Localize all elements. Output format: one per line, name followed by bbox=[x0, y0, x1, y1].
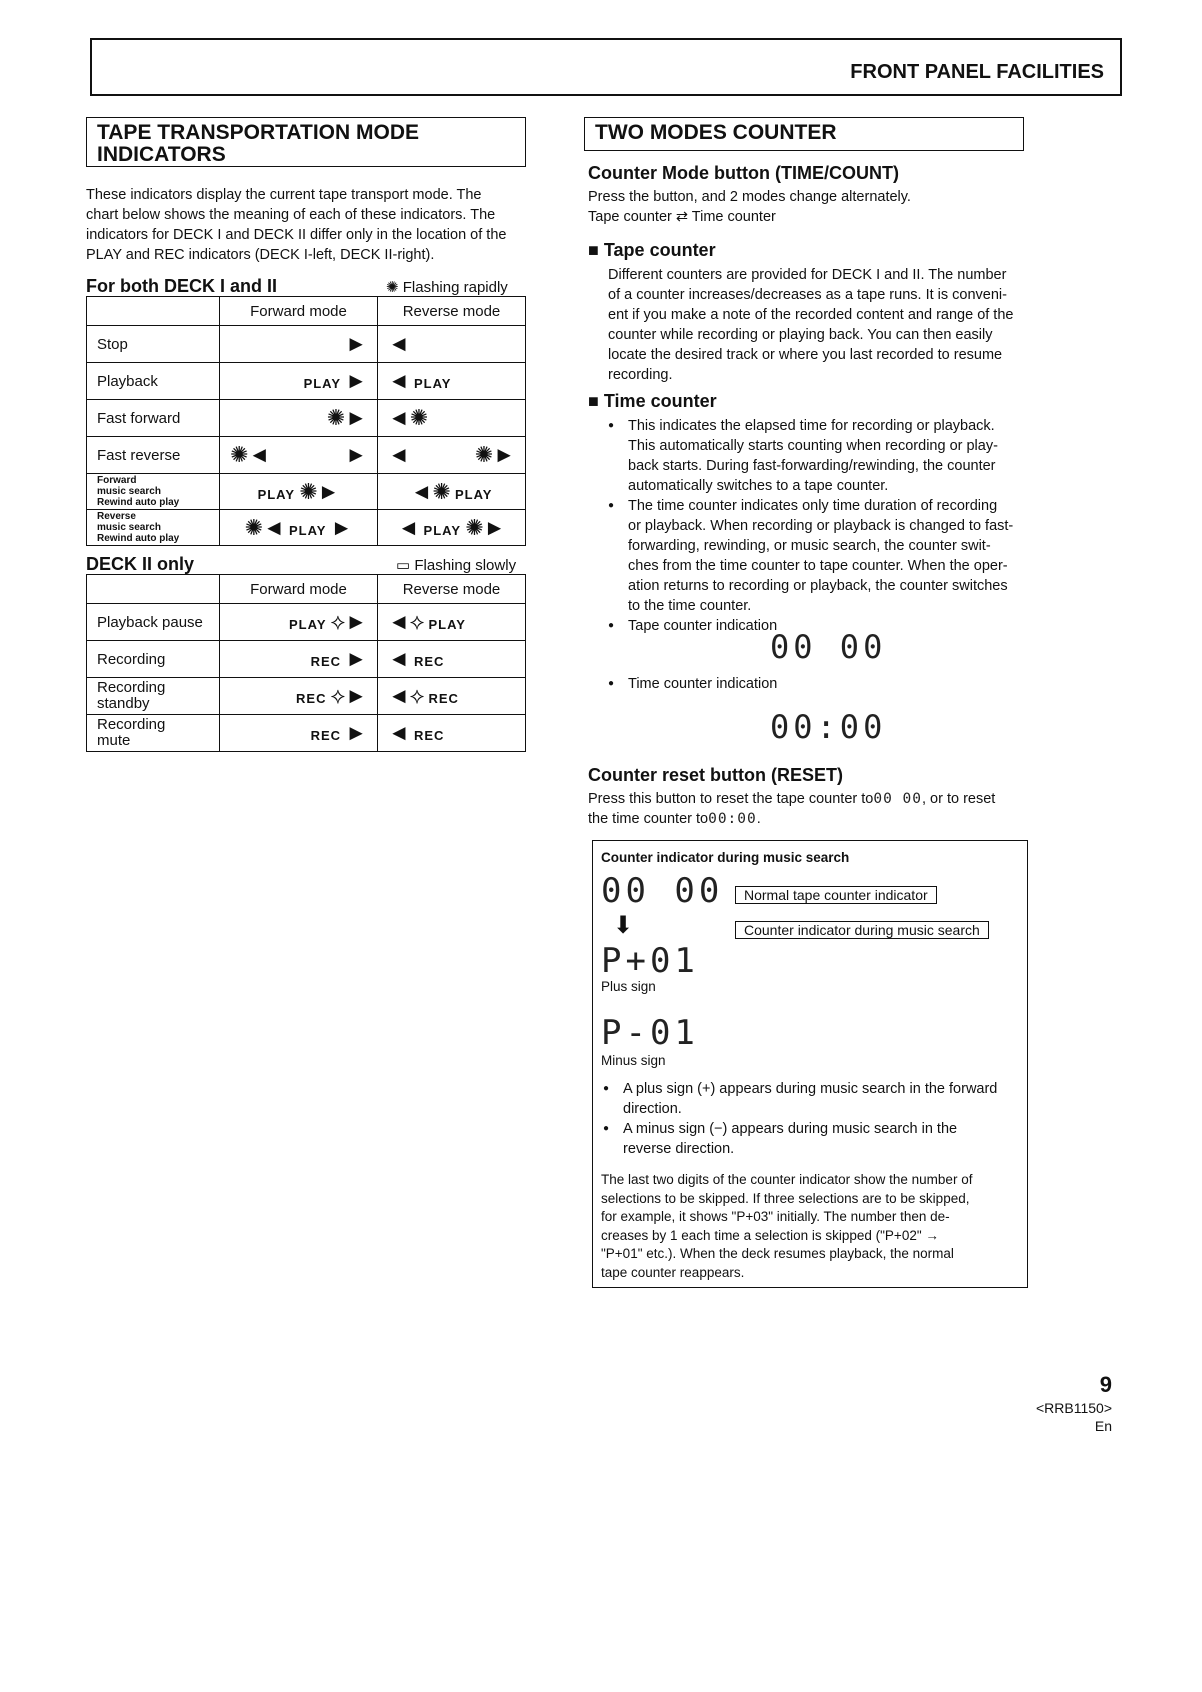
label-line: Rewind auto play bbox=[97, 533, 180, 544]
flashing-forward-arrow-icon: ✺► bbox=[326, 405, 367, 430]
row-label-fast-forward: Fast forward bbox=[87, 400, 220, 437]
list-item bbox=[606, 496, 1028, 616]
ff-forward-cell bbox=[220, 400, 378, 437]
reverse-arrow-icon: ◄ bbox=[388, 442, 410, 467]
rec-indicator: REC bbox=[428, 691, 459, 706]
search-bullets bbox=[601, 1079, 1021, 1159]
list-item bbox=[601, 1079, 1021, 1119]
rec-indicator: REC bbox=[413, 654, 445, 669]
text-line: ● Tape counter indication bbox=[628, 618, 778, 634]
counter-mode-heading: Counter Mode button (TIME/COUNT) bbox=[588, 163, 899, 183]
label-line: music search bbox=[97, 486, 161, 497]
fr-reverse-cell bbox=[378, 437, 526, 474]
row-label-recording-standby bbox=[87, 678, 220, 715]
text-line: The last two digits of the counter indicator show the number of bbox=[601, 1172, 973, 1187]
text-line: ● This indicates the elapsed time for recording or playback. bbox=[628, 418, 995, 434]
flash-rapid-icon: ✺ bbox=[386, 279, 399, 296]
table-corner bbox=[87, 297, 220, 326]
text-line: Tape counter ⇄ Time counter bbox=[588, 209, 776, 225]
intro-line: These indicators display the current tape transport mode. The bbox=[86, 187, 482, 203]
text-line: ation returns to recording or playback, the counter switches bbox=[628, 578, 1008, 594]
deck2-heading: DECK II only bbox=[86, 554, 195, 574]
flash-rapid-label: Flashing rapidly bbox=[402, 279, 508, 296]
text-line: reverse direction. bbox=[623, 1141, 735, 1157]
time-counter-bullets bbox=[606, 416, 1028, 636]
flashing-forward-arrow-icon: ✺► bbox=[474, 442, 515, 467]
text-segment: , or to reset bbox=[922, 791, 996, 807]
heading-text: Time counter bbox=[603, 391, 717, 411]
flashing-play-indicator: PLAY bbox=[288, 522, 327, 538]
flash-slow-icon: ▭ bbox=[396, 557, 411, 574]
flashing-rec-indicator: REC bbox=[310, 728, 342, 743]
tape-counter-heading bbox=[588, 240, 716, 261]
inline-time-display: 00:00 bbox=[708, 811, 757, 827]
plus-counter-display: P+01 bbox=[601, 941, 699, 981]
list-item bbox=[606, 416, 1028, 496]
label-line: standby bbox=[97, 695, 150, 712]
normal-counter-label: Normal tape counter indicator bbox=[735, 886, 937, 904]
text-line: of a counter increases/decreases as a tape runs. It is conveni- bbox=[608, 287, 1007, 303]
table-both-decks bbox=[86, 296, 526, 546]
row-label-reverse-music-search bbox=[87, 510, 220, 546]
flashing-play-indicator: PLAY bbox=[257, 486, 296, 502]
plus-sign-label: Plus sign bbox=[601, 979, 656, 994]
row-label-forward-music-search bbox=[87, 474, 220, 510]
rms-reverse-cell bbox=[378, 510, 526, 546]
reverse-arrow-icon: ◄ bbox=[388, 331, 410, 356]
reset-text-line bbox=[588, 809, 1028, 829]
minus-counter-display: P-01 bbox=[601, 1013, 699, 1053]
time-display-bullet bbox=[606, 674, 1028, 694]
col-reverse-mode: Reverse mode bbox=[378, 297, 526, 326]
label-line: Reverse bbox=[97, 511, 136, 522]
rec-indicator: REC bbox=[296, 691, 327, 706]
text-segment: the time counter to bbox=[588, 811, 709, 827]
flashing-reverse-arrow-icon: ◄✺ bbox=[388, 405, 429, 430]
text-line: ● The time counter indicates only time duration of recording bbox=[628, 498, 998, 514]
forward-arrow-icon: ► bbox=[345, 331, 367, 356]
col-forward-mode: Forward mode bbox=[220, 575, 378, 604]
flash-rapid-legend bbox=[386, 278, 508, 296]
text-line: recording. bbox=[608, 367, 673, 383]
rec-forward-cell bbox=[220, 641, 378, 678]
text-line: tape counter reappears. bbox=[601, 1264, 745, 1280]
text-line: ● A plus sign (+) appears during music search in the forward bbox=[623, 1081, 998, 1097]
inline-tape-display: 00 00 bbox=[873, 791, 922, 807]
language-code: En bbox=[1094, 1418, 1112, 1434]
standby-reverse-cell bbox=[378, 678, 526, 715]
ff-reverse-cell bbox=[378, 400, 526, 437]
text-line: Press the button, and 2 modes change alternately. bbox=[588, 189, 911, 205]
header-box bbox=[90, 38, 1122, 96]
intro-line: chart below shows the meaning of each of these indicators. The bbox=[86, 207, 496, 223]
document-code: <RRB1150> bbox=[1035, 1400, 1112, 1416]
text-line: counter while recording or playing back. You can then easily bbox=[608, 327, 993, 343]
stop-forward-cell bbox=[220, 326, 378, 363]
mute-reverse-cell bbox=[378, 715, 526, 752]
reset-heading: Counter reset button (RESET) bbox=[588, 765, 843, 785]
flashing-play-indicator: PLAY bbox=[454, 486, 493, 502]
fms-forward-cell bbox=[220, 474, 378, 510]
fr-forward-cell bbox=[220, 437, 378, 474]
label-line: music search bbox=[97, 522, 161, 533]
reset-text-line bbox=[588, 789, 1028, 809]
text-line: direction. bbox=[623, 1101, 682, 1117]
reverse-arrow-icon: ◄ bbox=[388, 646, 410, 671]
text-line: Different counters are provided for DECK I and II. The number bbox=[608, 267, 1007, 283]
page-header-title: FRONT PANEL FACILITIES bbox=[850, 61, 1104, 83]
flashing-play-indicator: PLAY bbox=[423, 522, 462, 538]
play-indicator: PLAY bbox=[303, 376, 342, 391]
pause-forward-cell bbox=[220, 604, 378, 641]
text-line: ● A minus sign (−) appears during music search in the bbox=[623, 1121, 958, 1137]
slow-flashing-forward-arrow-icon: ⟡► bbox=[330, 683, 367, 708]
minus-sign-label: Minus sign bbox=[601, 1053, 666, 1068]
play-indicator: PLAY bbox=[428, 617, 466, 632]
table-corner bbox=[87, 575, 220, 604]
col-forward-mode: Forward mode bbox=[220, 297, 378, 326]
text-line: back starts. During fast-forwarding/rewinding, the counter bbox=[628, 458, 996, 474]
down-arrow-icon: ⬇ bbox=[613, 912, 634, 939]
slow-flashing-reverse-arrow-icon: ◄⟡ bbox=[388, 683, 425, 708]
text-line: This automatically starts counting when recording or play- bbox=[628, 438, 998, 454]
slow-flashing-reverse-arrow-icon: ◄⟡ bbox=[388, 609, 425, 634]
flashing-forward-arrow-icon: ✺► bbox=[299, 478, 340, 504]
section-title-line2: INDICATORS bbox=[97, 143, 226, 166]
box-title: Counter indicator during music search bbox=[601, 850, 850, 865]
section-title-text: TWO MODES COUNTER bbox=[595, 121, 837, 144]
play-indicator: PLAY bbox=[289, 617, 327, 632]
heading-text: Tape counter bbox=[603, 240, 716, 260]
label-line: Rewind auto play bbox=[97, 497, 180, 508]
label-line: mute bbox=[97, 732, 131, 749]
flashing-reverse-arrow-icon: ✺◄ bbox=[230, 442, 271, 467]
square-bullet-icon: ■ bbox=[588, 391, 599, 411]
box-explanation bbox=[601, 1171, 1021, 1282]
row-label-recording: Recording bbox=[87, 641, 220, 678]
mute-forward-cell bbox=[220, 715, 378, 752]
tape-counter-display: 00 00 bbox=[770, 628, 887, 666]
row-label-playback: Playback bbox=[87, 363, 220, 400]
rec-reverse-cell bbox=[378, 641, 526, 678]
reverse-arrow-icon: ◄ bbox=[388, 368, 410, 393]
playback-reverse-cell bbox=[378, 363, 526, 400]
table-deck2 bbox=[86, 574, 526, 752]
label-line: Recording bbox=[97, 679, 166, 696]
row-label-fast-reverse: Fast reverse bbox=[87, 437, 220, 474]
square-bullet-icon: ■ bbox=[588, 240, 599, 260]
text-line: selections to be skipped. If three selections are to be skipped, bbox=[601, 1190, 970, 1206]
text-line: locate the desired track or where you last recorded to resume bbox=[608, 347, 1003, 363]
rms-forward-cell bbox=[220, 510, 378, 546]
text-segment: . bbox=[756, 811, 761, 827]
forward-arrow-icon: ► bbox=[345, 646, 367, 671]
text-line: or playback. When recording or playback is changed to fast- bbox=[628, 518, 1014, 534]
flashing-forward-arrow-icon: ✺► bbox=[465, 514, 506, 540]
text-segment: Press this button to reset the tape counter to bbox=[588, 791, 874, 807]
rec-indicator: REC bbox=[310, 654, 342, 669]
text-line: creases by 1 each time a selection is skipped ("P+02" → bbox=[601, 1227, 939, 1243]
row-label-recording-mute bbox=[87, 715, 220, 752]
forward-arrow-icon: ► bbox=[345, 442, 367, 467]
text-line: "P+01" etc.). When the deck resumes playback, the normal bbox=[601, 1246, 954, 1261]
flashing-rec-indicator: REC bbox=[413, 728, 445, 743]
search-counter-label: Counter indicator during music search bbox=[735, 921, 989, 939]
intro-line: PLAY and REC indicators (DECK I-left, DECK II-right). bbox=[86, 247, 435, 263]
play-indicator: PLAY bbox=[413, 376, 452, 391]
page-number: 9 bbox=[1099, 1372, 1112, 1397]
text-line: to the time counter. bbox=[628, 598, 752, 614]
fms-reverse-cell bbox=[378, 474, 526, 510]
playback-forward-cell bbox=[220, 363, 378, 400]
forward-arrow-icon: ► bbox=[345, 720, 367, 745]
text-line: ent if you make a note of the recorded content and range of the bbox=[608, 307, 1014, 323]
text-line: forwarding, rewinding, or music search, the counter swit- bbox=[628, 538, 991, 554]
flash-slow-legend bbox=[396, 556, 516, 574]
slow-flashing-forward-arrow-icon: ⟡► bbox=[330, 609, 367, 634]
forward-arrow-icon: ► bbox=[330, 514, 353, 540]
text-line: ches from the time counter to tape counter. When the oper- bbox=[628, 558, 1008, 574]
col-reverse-mode: Reverse mode bbox=[378, 575, 526, 604]
row-label-stop: Stop bbox=[87, 326, 220, 363]
stop-reverse-cell bbox=[378, 326, 526, 363]
text-line: automatically switches to a tape counter. bbox=[628, 478, 889, 494]
section-title-tape-indicators bbox=[86, 117, 526, 167]
text-line: for example, it shows "P+03" initially. The number then de- bbox=[601, 1209, 950, 1224]
intro-text bbox=[86, 185, 536, 265]
time-counter-display: 00:00 bbox=[770, 708, 887, 746]
row-label-playback-pause: Playback pause bbox=[87, 604, 220, 641]
music-search-box bbox=[592, 840, 1028, 1288]
pause-reverse-cell bbox=[378, 604, 526, 641]
label-line: Forward bbox=[97, 475, 137, 486]
both-decks-heading: For both DECK I and II bbox=[86, 276, 277, 296]
label-line: Recording bbox=[97, 716, 166, 733]
section-title-two-modes-counter bbox=[584, 117, 1024, 151]
forward-arrow-icon: ► bbox=[345, 368, 367, 393]
time-counter-heading bbox=[588, 391, 717, 412]
list-item bbox=[601, 1119, 1021, 1159]
intro-line: indicators for DECK I and DECK II differ only in the location of the bbox=[86, 227, 507, 243]
reverse-arrow-icon: ◄ bbox=[388, 720, 410, 745]
tape-counter-text bbox=[608, 265, 1028, 385]
section-title-line1: TAPE TRANSPORTATION MODE bbox=[97, 121, 419, 144]
flashing-reverse-arrow-icon: ◄✺ bbox=[410, 478, 451, 504]
normal-counter-display: 00 00 bbox=[601, 871, 724, 911]
reverse-arrow-icon: ◄ bbox=[397, 514, 420, 540]
flash-slow-label: Flashing slowly bbox=[414, 557, 517, 574]
reset-text bbox=[588, 789, 1028, 829]
counter-mode-text bbox=[588, 187, 1028, 227]
standby-forward-cell bbox=[220, 678, 378, 715]
list-item: ● Time counter indication bbox=[606, 674, 1028, 694]
flashing-reverse-arrow-icon: ✺◄ bbox=[244, 514, 285, 540]
